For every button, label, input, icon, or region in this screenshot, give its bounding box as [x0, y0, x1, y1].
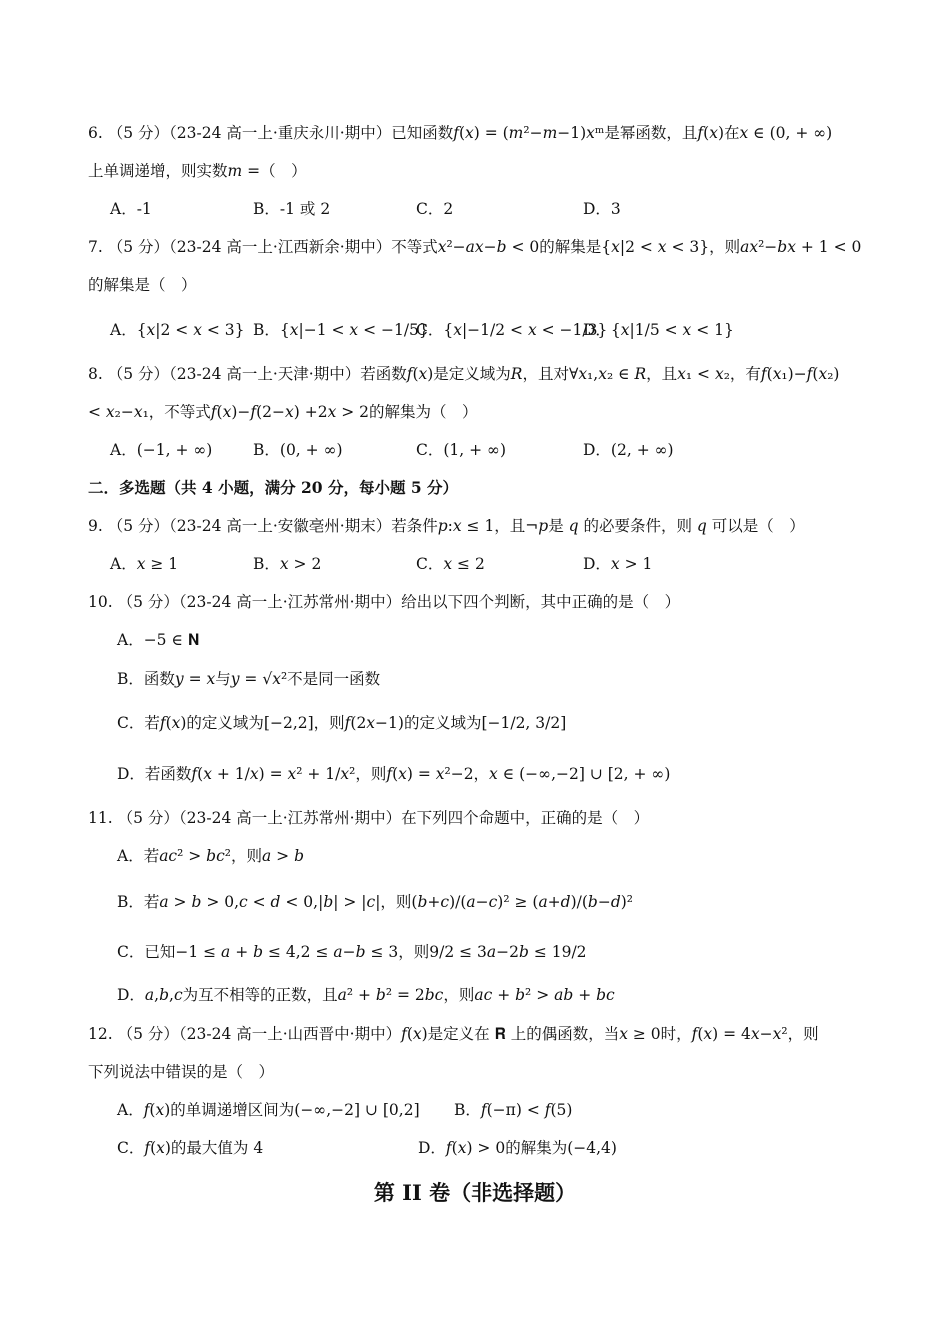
- question-6-option-c: C．2: [416, 200, 454, 218]
- question-9-option-a: A．𝑥 ≥ 1: [110, 555, 179, 573]
- question-10-option-a: A．−5 ∈ 𝐍: [117, 631, 200, 649]
- question-9-stem-line1: 9. （5 分）（23-24 高一上·安徽亳州·期末）若条件𝑝:𝑥 ≤ 1，且¬𝑝是 𝑞 的必要条件，则 𝑞 可以是（ ）: [88, 517, 805, 535]
- section-2-heading: 二．多选题（共 4 小题，满分 20 分，每小题 5 分）: [88, 478, 459, 497]
- question-11-stem-line1: 11. （5 分）（23-24 高一上·江苏常州·期中）在下列四个命题中，正确的是（ ）: [88, 809, 650, 827]
- question-9-option-b: B．𝑥 > 2: [253, 555, 322, 573]
- question-12-option-c: C．𝑓(𝑥)的最大值为 4: [117, 1139, 264, 1157]
- question-8-stem-line2: < 𝑥₂−𝑥₁，不等式𝑓(𝑥)−𝑓(2−𝑥) +2𝑥 > 2的解集为（ ）: [88, 403, 478, 421]
- question-7-option-a: A．{𝑥|2 < 𝑥 < 3}: [110, 321, 245, 339]
- question-6-stem-line2: 上单调递增，则实数𝑚 =（ ）: [88, 162, 307, 180]
- question-8-option-b: B．(0, + ∞): [253, 441, 343, 459]
- question-12-stem-line1: 12. （5 分）（23-24 高一上·山西晋中·期中）𝑓(𝑥)是定义在 𝐑 上的偶函数，当𝑥 ≥ 0时，𝑓(𝑥) = 4𝑥−𝑥²，则: [88, 1025, 819, 1043]
- question-11-option-b: B．若𝑎 > 𝑏 > 0,𝑐 < 𝑑 < 0,|𝑏| > |𝑐|，则(𝑏+𝑐)/(𝑎−𝑐)² ≥ (𝑎+𝑑)/(𝑏−𝑑)²: [117, 893, 634, 911]
- question-8-option-a: A．(−1, + ∞): [110, 441, 213, 459]
- question-8-option-c: C．(1, + ∞): [416, 441, 506, 459]
- question-11-option-d: D．𝑎,𝑏,𝑐为互不相等的正数，且𝑎² + 𝑏² = 2𝑏𝑐，则𝑎𝑐 + 𝑏² > 𝑎𝑏 + 𝑏𝑐: [117, 986, 615, 1004]
- question-9-option-d: D．𝑥 > 1: [583, 555, 653, 573]
- question-12-option-a: A．𝑓(𝑥)的单调递增区间为(−∞,−2] ∪ [0,2]: [117, 1101, 420, 1119]
- question-12-stem-line2: 下列说法中错误的是（ ）: [88, 1063, 275, 1081]
- question-7-option-d: D．{𝑥|1/5 < 𝑥 < 1}: [583, 321, 734, 339]
- question-6-stem-line1: 6. （5 分）（23-24 高一上·重庆永川·期中）已知函数𝑓(𝑥) = (𝑚²−𝑚−1)𝑥ᵐ是幂函数，且𝑓(𝑥)在𝑥 ∈ (0, + ∞): [88, 124, 833, 142]
- question-12-option-b: B．𝑓(−π) < 𝑓(5): [454, 1101, 573, 1119]
- question-10-option-b: B．函数𝑦 = 𝑥与𝑦 = √𝑥²不是同一函数: [117, 670, 381, 688]
- question-6-option-d: D．3: [583, 200, 621, 218]
- question-6-option-b: B．-1 或 2: [253, 200, 331, 218]
- question-11-option-a: A．若𝑎𝑐² > 𝑏𝑐²，则𝑎 > 𝑏: [117, 847, 304, 865]
- volume-2-heading: 第 II 卷（非选择题）: [373, 1180, 577, 1205]
- question-8-option-d: D．(2, + ∞): [583, 441, 674, 459]
- question-7-stem-line2: 的解集是（ ）: [88, 276, 197, 294]
- question-9-option-c: C．𝑥 ≤ 2: [416, 555, 485, 573]
- question-7-stem-line1: 7. （5 分）（23-24 高一上·江西新余·期中）不等式𝑥²−𝑎𝑥−𝑏 < 0的解集是{𝑥|2 < 𝑥 < 3}，则𝑎𝑥²−𝑏𝑥 + 1 < 0: [88, 238, 862, 256]
- question-7-option-b: B．{𝑥|−1 < 𝑥 < −1/5}: [253, 321, 429, 339]
- question-12-option-d: D．𝑓(𝑥) > 0的解集为(−4,4): [418, 1139, 617, 1157]
- question-6-option-a: A．-1: [110, 200, 152, 218]
- question-11-option-c: C．已知−1 ≤ 𝑎 + 𝑏 ≤ 4,2 ≤ 𝑎−𝑏 ≤ 3，则9/2 ≤ 3𝑎−2𝑏 ≤ 19/2: [117, 943, 587, 961]
- question-7-option-c: C．{𝑥|−1/2 < 𝑥 < −1/3}: [416, 321, 608, 339]
- question-8-stem-line1: 8. （5 分）（23-24 高一上·天津·期中）若函数𝑓(𝑥)是定义域为𝑅，且对∀𝑥₁,𝑥₂ ∈ 𝑅，且𝑥₁ < 𝑥₂，有𝑓(𝑥₁)−𝑓(𝑥₂): [88, 365, 840, 383]
- question-10-stem-line1: 10. （5 分）（23-24 高一上·江苏常州·期中）给出以下四个判断，其中正确的是（ ）: [88, 593, 681, 611]
- question-10-option-c: C．若𝑓(𝑥)的定义域为[−2,2]，则𝑓(2𝑥−1)的定义域为[−1/2, 3/2]: [117, 714, 567, 732]
- question-10-option-d: D．若函数𝑓(𝑥 + 1/𝑥) = 𝑥² + 1/𝑥²，则𝑓(𝑥) = 𝑥²−2，𝑥 ∈ (−∞,−2] ∪ [2, + ∞): [117, 765, 671, 783]
